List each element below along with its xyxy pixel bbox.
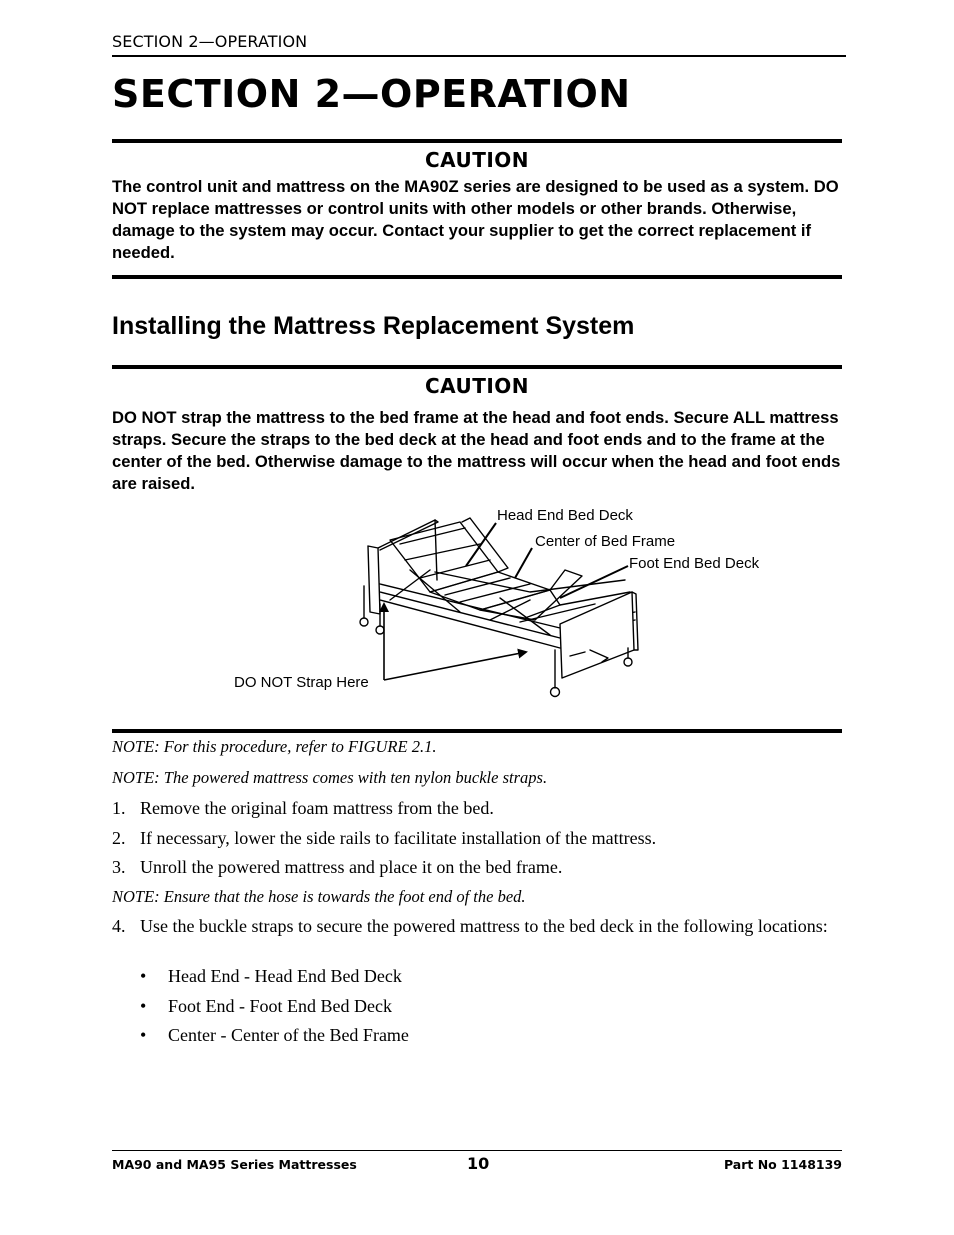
step-text: Remove the original foam mattress from the bed.: [140, 798, 494, 818]
bullet-text: Foot End - Foot End Bed Deck: [168, 996, 392, 1016]
bullet-center: [140, 1025, 740, 1047]
bullet-dot: •: [140, 996, 147, 1016]
note-hose-direction: NOTE: Ensure that the hose is towards the foot end of the bed.: [112, 887, 526, 906]
do-not-strap-arrow-right: [384, 652, 526, 680]
bullet-head-end: [140, 966, 740, 988]
caution2-bottom-rule: [112, 729, 842, 733]
step-number: 4.: [112, 916, 126, 936]
bullet-foot-end: [140, 996, 740, 1018]
footer-page-number: 10: [467, 1154, 490, 1173]
footer-part-number: Part No 1148139: [723, 1157, 842, 1172]
step-text: Use the buckle straps to secure the powered mattress to the bed deck in the following locations:: [140, 916, 828, 936]
step-1: [112, 798, 842, 820]
step-3: [112, 857, 842, 879]
label-do-not-strap-here: DO NOT Strap Here: [234, 674, 369, 691]
footer-rule: [112, 1150, 842, 1151]
head-end-leader: [466, 523, 496, 566]
bullet-text: Head End - Head End Bed Deck: [168, 966, 402, 986]
bullet-dot: •: [140, 966, 147, 986]
section-title: SECTION 2—OPERATION: [112, 72, 631, 116]
step-number: 2.: [112, 828, 126, 848]
label-center-of-bed-frame: Center of Bed Frame: [535, 533, 676, 550]
note-buckle-straps: NOTE: The powered mattress comes with ten nylon buckle straps.: [112, 768, 548, 787]
bullet-text: Center - Center of the Bed Frame: [168, 1025, 409, 1045]
step-2: [112, 828, 842, 850]
bullet-dot: •: [140, 1025, 147, 1045]
step-4: [112, 916, 842, 960]
step-number: 3.: [112, 857, 126, 877]
label-foot-end-bed-deck: Foot End Bed Deck: [629, 555, 760, 572]
running-header: SECTION 2—OPERATION: [112, 32, 308, 51]
caution1-body: The control unit and mattress on the MA90Z series are designed to be used as a system. DO NOT replace mattresses or control units with other models or other brands. Otherwise, damage to the system may occur. Contact your supplier to get the correct replacement if needed.: [112, 177, 839, 262]
center-leader: [515, 548, 532, 578]
step-number: 1.: [112, 798, 126, 818]
footer-product: MA90 and MA95 Series Mattresses: [112, 1157, 357, 1172]
label-head-end-bed-deck: Head End Bed Deck: [497, 507, 633, 524]
note-refer-figure: NOTE: For this procedure, refer to FIGURE 2.1.: [112, 737, 437, 756]
step-text: Unroll the powered mattress and place it on the bed frame.: [140, 857, 563, 877]
caution2-body: DO NOT strap the mattress to the bed frame at the head and foot ends. Secure ALL mattress straps. Secure the straps to the bed deck at the head and foot ends and to the frame at the center of the bed. Otherwise damage to the mattress will occur when the head and foot ends are raised.: [112, 408, 841, 493]
caution1-title: CAUTION: [424, 148, 530, 172]
step-text: If necessary, lower the side rails to facilitate installation of the mattress.: [140, 828, 657, 848]
caution2-title: CAUTION: [424, 374, 530, 398]
subsection-title: Installing the Mattress Replacement System: [112, 312, 635, 340]
foot-end-leader: [560, 566, 628, 598]
